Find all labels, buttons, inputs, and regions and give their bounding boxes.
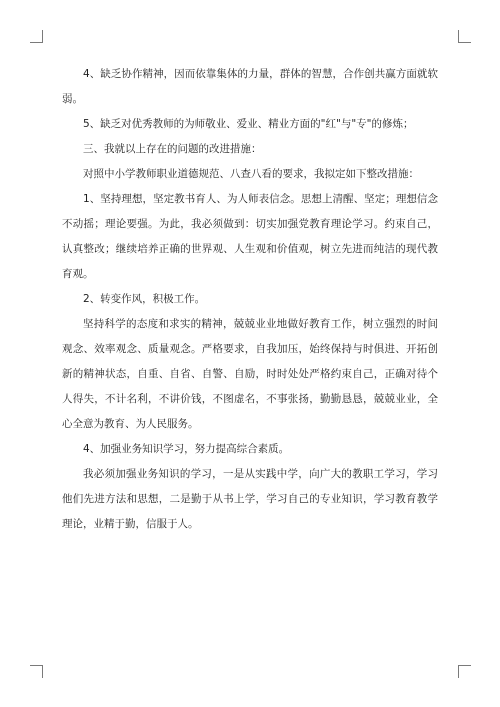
paragraph-measure-2-body: 坚持科学的态度和求实的精神，兢兢业业地做好教育工作，树立强烈的时间观念、效率观念、质量观念。严格要求，自我加压，始终保持与时俱进、开拓创新的精神状态，自重、自省、自警、自励，时时处处严格约束自己，正确对待个人得失，不计名利，不讲价钱，不图虚名，不事张扬，勤勤恳恳，兢兢业业，全心全意为教育、为人民服务。: [62, 318, 438, 430]
document-body: [62, 62, 438, 537]
crop-mark-bottom-right: [458, 665, 471, 678]
paragraph-measure-1: 1、坚持理想，坚定教书育人、为人师表信念。思想上清醒、坚定；理想信念不动摇；理论要强。为此，我必须做到：切实加强党教育理论学习。约束自己，认真整改；继续培养正确的世界观、人生观和价值观，树立先进而纯洁的现代教育观。: [62, 193, 438, 280]
crop-mark-bottom-left: [30, 665, 43, 678]
paragraph-item-4-cooperation: 4、缺乏协作精神，因而依靠集体的力量，群体的智慧，合作创共赢方面就软弱。: [62, 68, 438, 105]
paragraph-item-5-dedication: 5、缺乏对优秀教师的为师敬业、爱业、精业方面的"红"与"专"的修炼；: [83, 118, 414, 130]
section-heading-improvements: 三、我就以上存在的问题的改进措施：: [83, 143, 262, 155]
paragraph-measure-4-heading: 4、加强业务知识学习，努力提高综合素质。: [83, 443, 290, 455]
paragraph-measure-2-heading: 2、转变作风，积极工作。: [83, 293, 206, 305]
crop-mark-top-left: [30, 30, 43, 43]
paragraph-intro-measures: 对照中小学教师职业道德规范、八查八看的要求，我拟定如下整改措施：: [83, 168, 419, 180]
crop-mark-top-right: [458, 30, 471, 43]
paragraph-measure-4-body: 我必须加强业务知识的学习，一是从实践中学，向广大的教职工学习，学习他们先进方法和思想，二是勤于从书上学，学习自己的专业知识，学习教育教学理论，业精于勤，信服于人。: [62, 468, 438, 530]
